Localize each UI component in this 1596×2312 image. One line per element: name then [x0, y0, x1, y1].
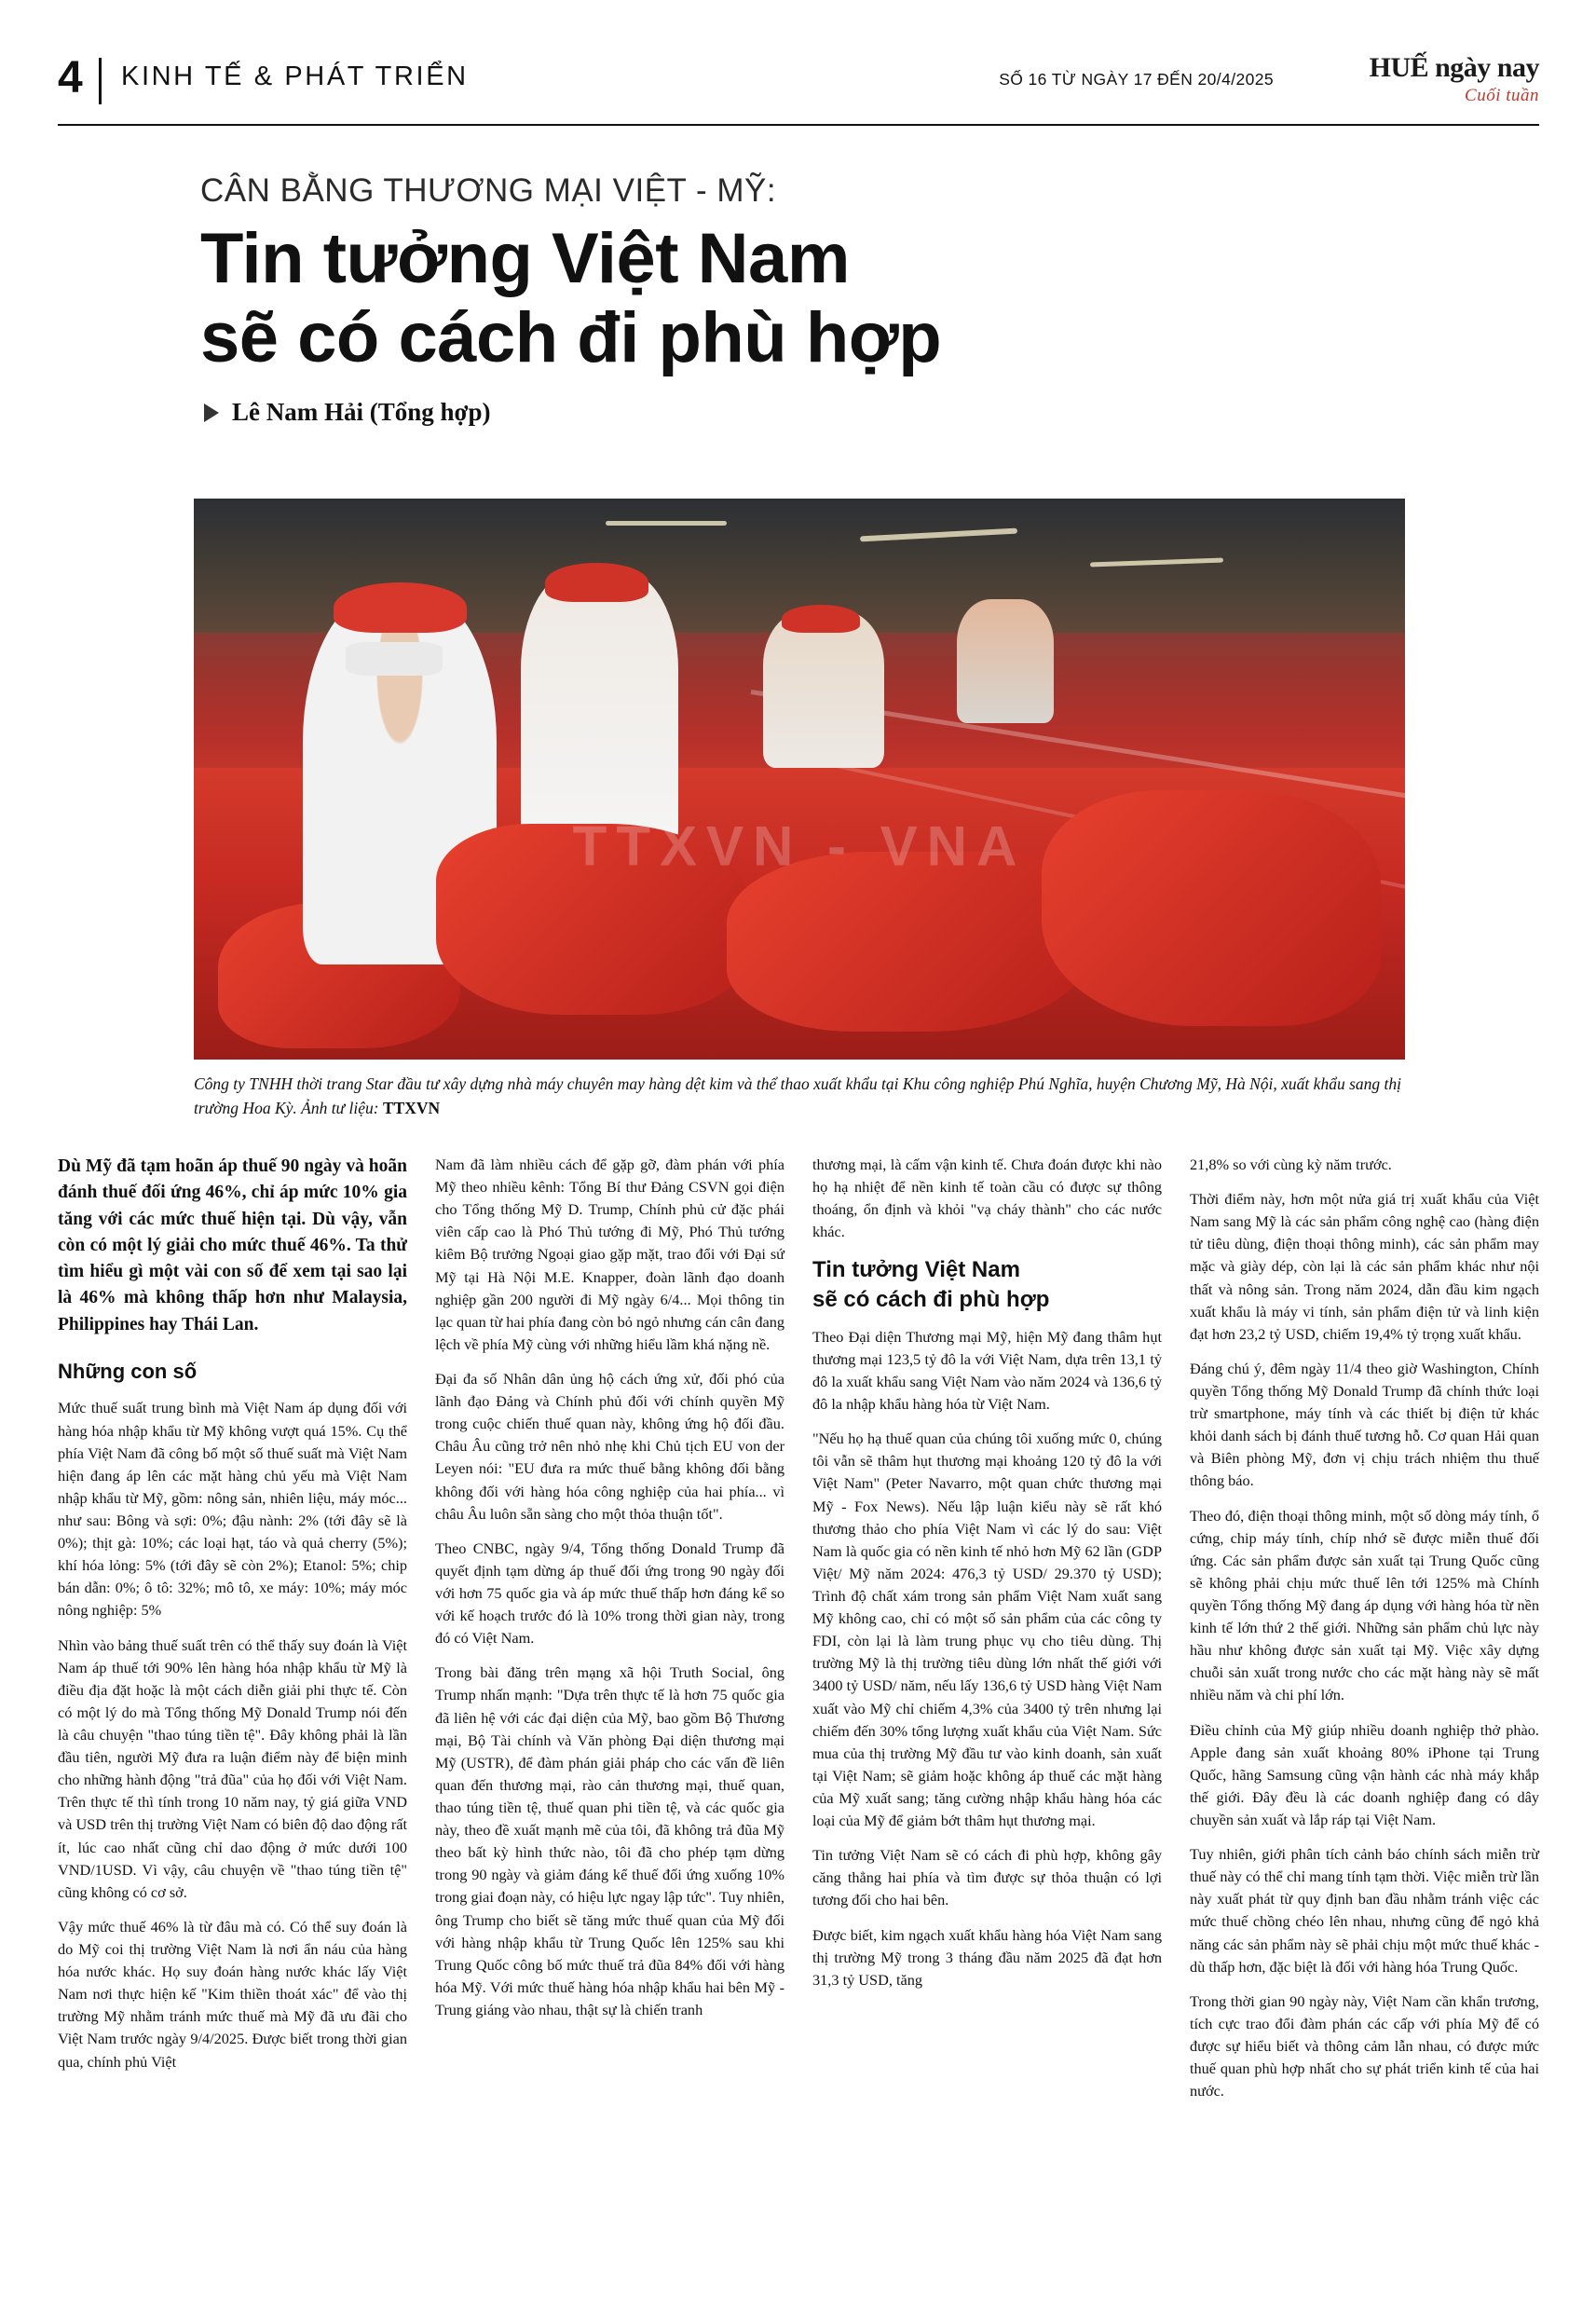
subheading-line-1: Tin tưởng Việt Nam — [812, 1257, 1020, 1283]
photo-worker — [957, 599, 1054, 722]
masthead — [58, 52, 1539, 116]
column-1 — [58, 1154, 407, 2258]
caption-source: TTXVN — [382, 1099, 441, 1118]
paragraph: Được biết, kim ngạch xuất khẩu hàng hóa Việt Nam sang thị trường Mỹ trong 3 tháng đầu năm 2025 đã đạt hơn 31,3 tỷ USD, tăng — [812, 1925, 1162, 1989]
column-2 — [435, 1154, 784, 2258]
photo-worker-cap — [782, 605, 861, 633]
article-body — [58, 1154, 1539, 2258]
article-photo — [194, 499, 1405, 1060]
column-4 — [1190, 1154, 1539, 2258]
brand-name: HUẾ ngày nay — [1369, 52, 1539, 83]
paragraph: Nam đã làm nhiều cách để gặp gỡ, đàm phán với phía Mỹ theo nhiều kênh: Tổng Bí thư Đảng CSVN gọi điện cho Tổng thống Mỹ D. Trump, Chính phủ cử đặc phái viên cấp cao là Phó Thủ tướng đi Mỹ, Phó Thủ tướng kiêm Bộ trưởng Ngoại giao gặp mặt, trao đổi với Đại sứ Mỹ tại Hà Nội M.E. Knapper, đoàn lãnh đạo doanh nghiệp gần 200 người đi Mỹ ngày 6/4... Mọi thông tin lạc quan từ hai phía đang còn bỏ ngỏ nhưng cán cân đang lệch về phía Mỹ cùng với những hiểu lầm khá nặng nề. — [435, 1156, 784, 1353]
paragraph: Đáng chú ý, đêm ngày 11/4 theo giờ Washington, Chính quyền Tổng thống Mỹ Donald Trump đã chính thức loại trừ smartphone, máy tính và các thiết bị điện tử khác khỏi danh sách bị đánh thuế tương hỗ. Cơ quan Hải quan và Biên phòng Mỹ, đơn vị chịu trách nhiệm thu thuế thông báo. — [1190, 1359, 1539, 1490]
byline — [200, 398, 1402, 427]
headline-line-1: Tin tưởng Việt Nam — [200, 219, 850, 298]
paragraph: Thời điểm này, hơn một nửa giá trị xuất khẩu của Việt Nam sang Mỹ là các sản phẩm công nghệ cao (hàng điện tử tiêu dùng, điện thoại thông minh), các sản phẩm may mặc và giày dép, còn lại là các sản phẩm khác như nội thất và nông sản. Trong năm 2024, dẫn đầu kim ngạch xuất khẩu là máy vi tính, sản phẩm điện tử và linh kiện đạt hơn 23,2 tỷ USD, chiếm 19,4% tỷ trọng xuất khẩu. — [1190, 1190, 1539, 1343]
brand-tagline: Cuối tuần — [1465, 86, 1539, 105]
photo-worker-mask — [346, 642, 443, 676]
article-kicker: CÂN BẰNG THƯƠNG MẠI VIỆT - MỸ: — [200, 172, 777, 209]
subheading-numbers: Những con số — [58, 1359, 198, 1383]
photo-fabric — [1042, 790, 1381, 1026]
byline-text: Lê Nam Hải (Tổng hợp) — [232, 398, 491, 427]
photo-worker — [521, 571, 678, 852]
section-title: KINH TẾ & PHÁT TRIỂN — [121, 62, 469, 91]
triangle-icon — [204, 404, 219, 422]
paragraph: Mức thuế suất trung bình mà Việt Nam áp dụng đối với hàng hóa nhập khẩu từ Mỹ không vượt quá 15%. Cụ thể phía Việt Nam đã công bố một số thuế suất mà Việt Nam hiện đang áp lên các mặt hàng chủ yếu mà Việt Nam nhập khẩu từ Mỹ, gồm: nông sản, nhiên liệu, máy móc... như sau: Bông và sợi: 0%; đậu nành: 2% (tới đây sẽ là 0%); thịt gà: 10%; các loại hạt, táo và quả cherry (5%); khí hóa lỏng: 5% (tới đây sẽ còn 2%); Etanol: 5%; chip bán dẫn: 0%; ô tô: 32%; mô tô, xe máy: 10%; máy móc nông nghiệp: 5% — [58, 1399, 407, 1620]
paragraph: Trong thời gian 90 ngày này, Việt Nam cần khẩn trương, tích cực trao đổi đàm phán các cấp với phía Mỹ để có được sự hiểu biết và thông cảm lẫn nhau, có được mức thuế quan phù hợp nhất cho sự phát triển kinh tế của hai nước. — [1190, 1991, 1539, 2100]
headline-block — [200, 172, 1402, 427]
issue-line: SỐ 16 TỪ NGÀY 17 ĐẾN 20/4/2025 — [999, 70, 1274, 89]
headline-line-2: sẽ có cách đi phù hợp — [200, 298, 942, 378]
subheading-line-2: sẽ có cách đi phù hợp — [812, 1286, 1050, 1312]
column-3 — [812, 1154, 1162, 2258]
photo-worker-cap — [545, 563, 648, 602]
photo-worker-cap — [334, 582, 467, 633]
paragraph: Tin tưởng Việt Nam sẽ có cách đi phù hợp, không gây căng thẳng hai phía và tìm được sự thỏa thuận có lợi tương đối cho hai bên. — [812, 1846, 1162, 1909]
photo-fabric — [727, 852, 1090, 1032]
paragraph: Điều chỉnh của Mỹ giúp nhiều doanh nghiệp thở phào. Apple đang sản xuất khoảng 80% iPhone tại Trung Quốc, hãng Samsung cũng vận hành các nhà máy khắp thế giới. Đây đều là các doanh nghiệp đang có dây chuyền sản xuất và lắp ráp tại Việt Nam. — [1190, 1720, 1539, 1828]
paragraph: Đại đa số Nhân dân ủng hộ cách ứng xử, đối phó của lãnh đạo Đảng và Chính phủ đối với chính quyền Mỹ trong cuộc chiến thuế quan này, không ứng hộ đối đầu. Châu Âu cũng trở nên nhỏ nhẹ khi Chủ tịch EU von der Leyen nói: "EU đưa ra mức thuế bằng không đối bằng không đối với hàng hóa công nghiệp của hai phía... vì châu Âu luôn sẵn sàng cho một thỏa thuận tốt". — [435, 1369, 784, 1523]
photo-lamp-icon — [606, 521, 727, 526]
paragraph: Nhìn vào bảng thuế suất trên có thể thấy suy đoán là Việt Nam áp thuế tới 90% lên hàng hóa nhập khẩu từ Mỹ là điều địa đặt hoặc là một cách diễn giải phi thực tế. Còn có một lý do mà Tổng thống Mỹ Donald Trump nói đến là câu chuyện "thao túng tiền tệ". Đây không phải là lần đầu tiên, người Mỹ đưa ra luận điểm này để biện minh cho những hành động "trả đũa" của họ đối với Việt Nam. Trên thực tế thì tính trong 10 năm nay, tỷ giá giữa VND và USD trên thị trường Việt Nam có biên độ dao động rất ít, lúc cao nhất cũng chỉ dao động ở mức dưới 100 VND/1USD. Vì vậy, câu chuyện về "thao túng tiền tệ" cũng không có cơ sở. — [58, 1635, 407, 1901]
photo-worker — [763, 610, 884, 768]
caption-text: Công ty TNHH thời trang Star đầu tư xây dựng nhà máy chuyên may hàng dệt kim và thể thao xuất khẩu tại Khu công nghiệp Phú Nghĩa, huyện Chương Mỹ, Hà Nội, xuất khẩu sang thị trường Hoa Kỳ. Ảnh tư liệu: — [194, 1074, 1401, 1118]
paragraph: Theo CNBC, ngày 9/4, Tổng thống Donald Trump đã quyết định tạm dừng áp thuế đối ứng trong 90 ngày đối với hơn 75 quốc gia và áp mức thuế thấp hơn đáng kể so với kế hoạch trước đó là 10% trong thời gian này, trong đó có Việt Nam. — [435, 1539, 784, 1648]
paragraph: Trong bài đăng trên mạng xã hội Truth Social, ông Trump nhấn mạnh: "Dựa trên thực tế là hơn 75 quốc gia đã liên hệ với các đại diện của Mỹ, bao gồm Bộ Thương mại, Bộ Tài chính và Văn phòng Đại diện thương mại Mỹ (USTR), để đàm phán giải pháp cho các vấn đề liên quan đến thương mại, rào cản thương mại, thuế quan, thao túng tiền tệ, thuế quan phi tiền tệ, và các quốc gia này, theo đề xuất mạnh mẽ của tôi, đã không trả đũa Mỹ theo bất kỳ hình thức nào, tôi đã cho phép tạm dừng trong 90 ngày và giảm đáng kể thuế đối ứng xuống 10% trong giai đoạn này, có hiệu lực ngay lập tức". Tuy nhiên, ông Trump cho biết sẽ tăng mức thuế quan của Mỹ đối với hàng nhập khẩu từ Trung Quốc lên 125% sau khi Trung Quốc công bố mức thuế trả đũa 84% đối với hàng hóa Mỹ. Với mức thuế hàng hóa nhập khẩu hai bên Mỹ - Trung giáng vào nhau, thật sự là chiến tranh — [435, 1663, 784, 2018]
masthead-rule — [58, 124, 1539, 126]
paragraph: Theo Đại diện Thương mại Mỹ, hiện Mỹ đang thâm hụt thương mại 123,5 tỷ đô la với Việt Nam, dựa trên 13,1 tỷ đô la xuất khẩu sang Việt Nam vào năm 2024 và 136,6 tỷ đô la nhập khẩu hàng hóa từ Việt Nam. — [812, 1327, 1162, 1414]
photo-watermark: TTXVN - VNA — [572, 814, 1027, 878]
paragraph: 21,8% so với cùng kỳ năm trước. — [1190, 1156, 1392, 1173]
paragraph: Vậy mức thuế 46% là từ đâu mà có. Có thể suy đoán là do Mỹ coi thị trường Việt Nam là nơi ẩn náu của hàng hóa nước khác. Họ suy đoán hàng nước khác lấy Việt Nam nơi thực hiện kế "Kim thiền thoát xác" để vào thị trường Mỹ nhằm tránh mức thuế mà Mỹ đã ưu đãi cho Việt Nam trước ngày 9/4/2025. Được biết trong thời gian qua, chính phủ Việt — [58, 1917, 407, 2071]
article-headline — [200, 219, 1402, 377]
page-number: 4 — [58, 53, 83, 103]
paragraph: thương mại, là cấm vận kinh tế. Chưa đoán được khi nào họ hạ nhiệt để nền kinh tế toàn cầu có được sự thông thoáng, ổn định và khỏi "vạ cháy thành" cho các nước khác. — [812, 1156, 1162, 1241]
masthead-divider — [99, 58, 102, 104]
brand-logo — [1288, 54, 1539, 112]
paragraph: Tuy nhiên, giới phân tích cảnh báo chính sách miễn trừ thuế này có thể chỉ mang tính tạm thời. Việc miễn trừ lần này xuất phát từ quy định ban đầu nhằm tránh việc các mức thuế chồng chéo lên nhau, nhưng cũng để ngỏ khả năng các sản phẩm này sẽ phải chịu một mức thuế khác - dù thấp hơn, đặc biệt là đối với hàng hóa Trung Quốc. — [1190, 1845, 1539, 1976]
subheading-trust — [812, 1255, 1162, 1313]
photo-caption — [194, 1072, 1410, 1121]
paragraph: Theo đó, điện thoại thông minh, một số dòng máy tính, ổ cứng, chip máy tính, chíp nhớ sẽ được miễn thuế đối ứng. Các sản phẩm được sản xuất tại Trung Quốc cũng sẽ không phải chịu mức thuế lên tới 125% mà Chính quyền Tổng thống Mỹ đang áp dụng với hàng hóa từ nền kinh tế lớn thứ 2 thế giới. Những sản phẩm chủ lực này hầu như không được sản xuất tại Mỹ. Việc xây dựng chuỗi sản xuất trong nước cho các mặt hàng này sẽ mất nhiều năm và chi phí lớn. — [1190, 1506, 1539, 1704]
lead-paragraph: Dù Mỹ đã tạm hoãn áp thuế 90 ngày và hoãn đánh thuế đối ứng 46%, chỉ áp mức 10% gia tăng với các mức thuế hiện tại. Dù vậy, vẫn còn có một lý giải cho mức thuế 46%. Ta thử tìm hiểu gì một vài con số để xem tại sao lại là 46% mà không thấp hơn như Malaysia, Philippines hay Thái Lan. — [58, 1156, 407, 1334]
photo-image — [194, 499, 1405, 1060]
paragraph: "Nếu họ hạ thuế quan của chúng tôi xuống mức 0, chúng tôi vẫn sẽ thâm hụt thương mại khoảng 120 tỷ đô la với Việt Nam" (Peter Navarro, một quan chức thương mại Mỹ - Fox News). Nếu lập luận kiểu này sẽ rất khó thương thảo cho phía Việt Nam vì các lý do sau: Việt Nam là quốc gia có nền kinh tế nhỏ hơn Mỹ 62 lần (GDP Việt/ Mỹ năm 2024: 476,3 tỷ USD/ 29.370 tỷ USD); Trình độ chất xám trong sản phẩm Việt Nam xuất sang Mỹ không cao, chỉ có một số sản phẩm của các công ty FDI, còn lại là làm trung phục vụ cho tiêu dùng. Thị trường Mỹ là thị trường tiêu dùng lớn nhất thế giới với 3400 tỷ USD/ năm, nếu lấy 136,6 tỷ USD hàng Việt Nam xuất vào Mỹ chỉ chiếm 4,3% của 3400 tỷ trên nhưng lại chiếm đến 30% tổng lượng xuất khẩu của Việt Nam. Sức mua của thị trường Mỹ đầu tư vào kinh doanh, sản xuất tại Việt Nam; sẽ giảm hoặc không áp thuế các mặt hàng của Mỹ xuất sang; tăng cường nhập khẩu hàng hóa các loại của Mỹ để giảm bớt thâm hụt thương mại. — [812, 1430, 1162, 1830]
